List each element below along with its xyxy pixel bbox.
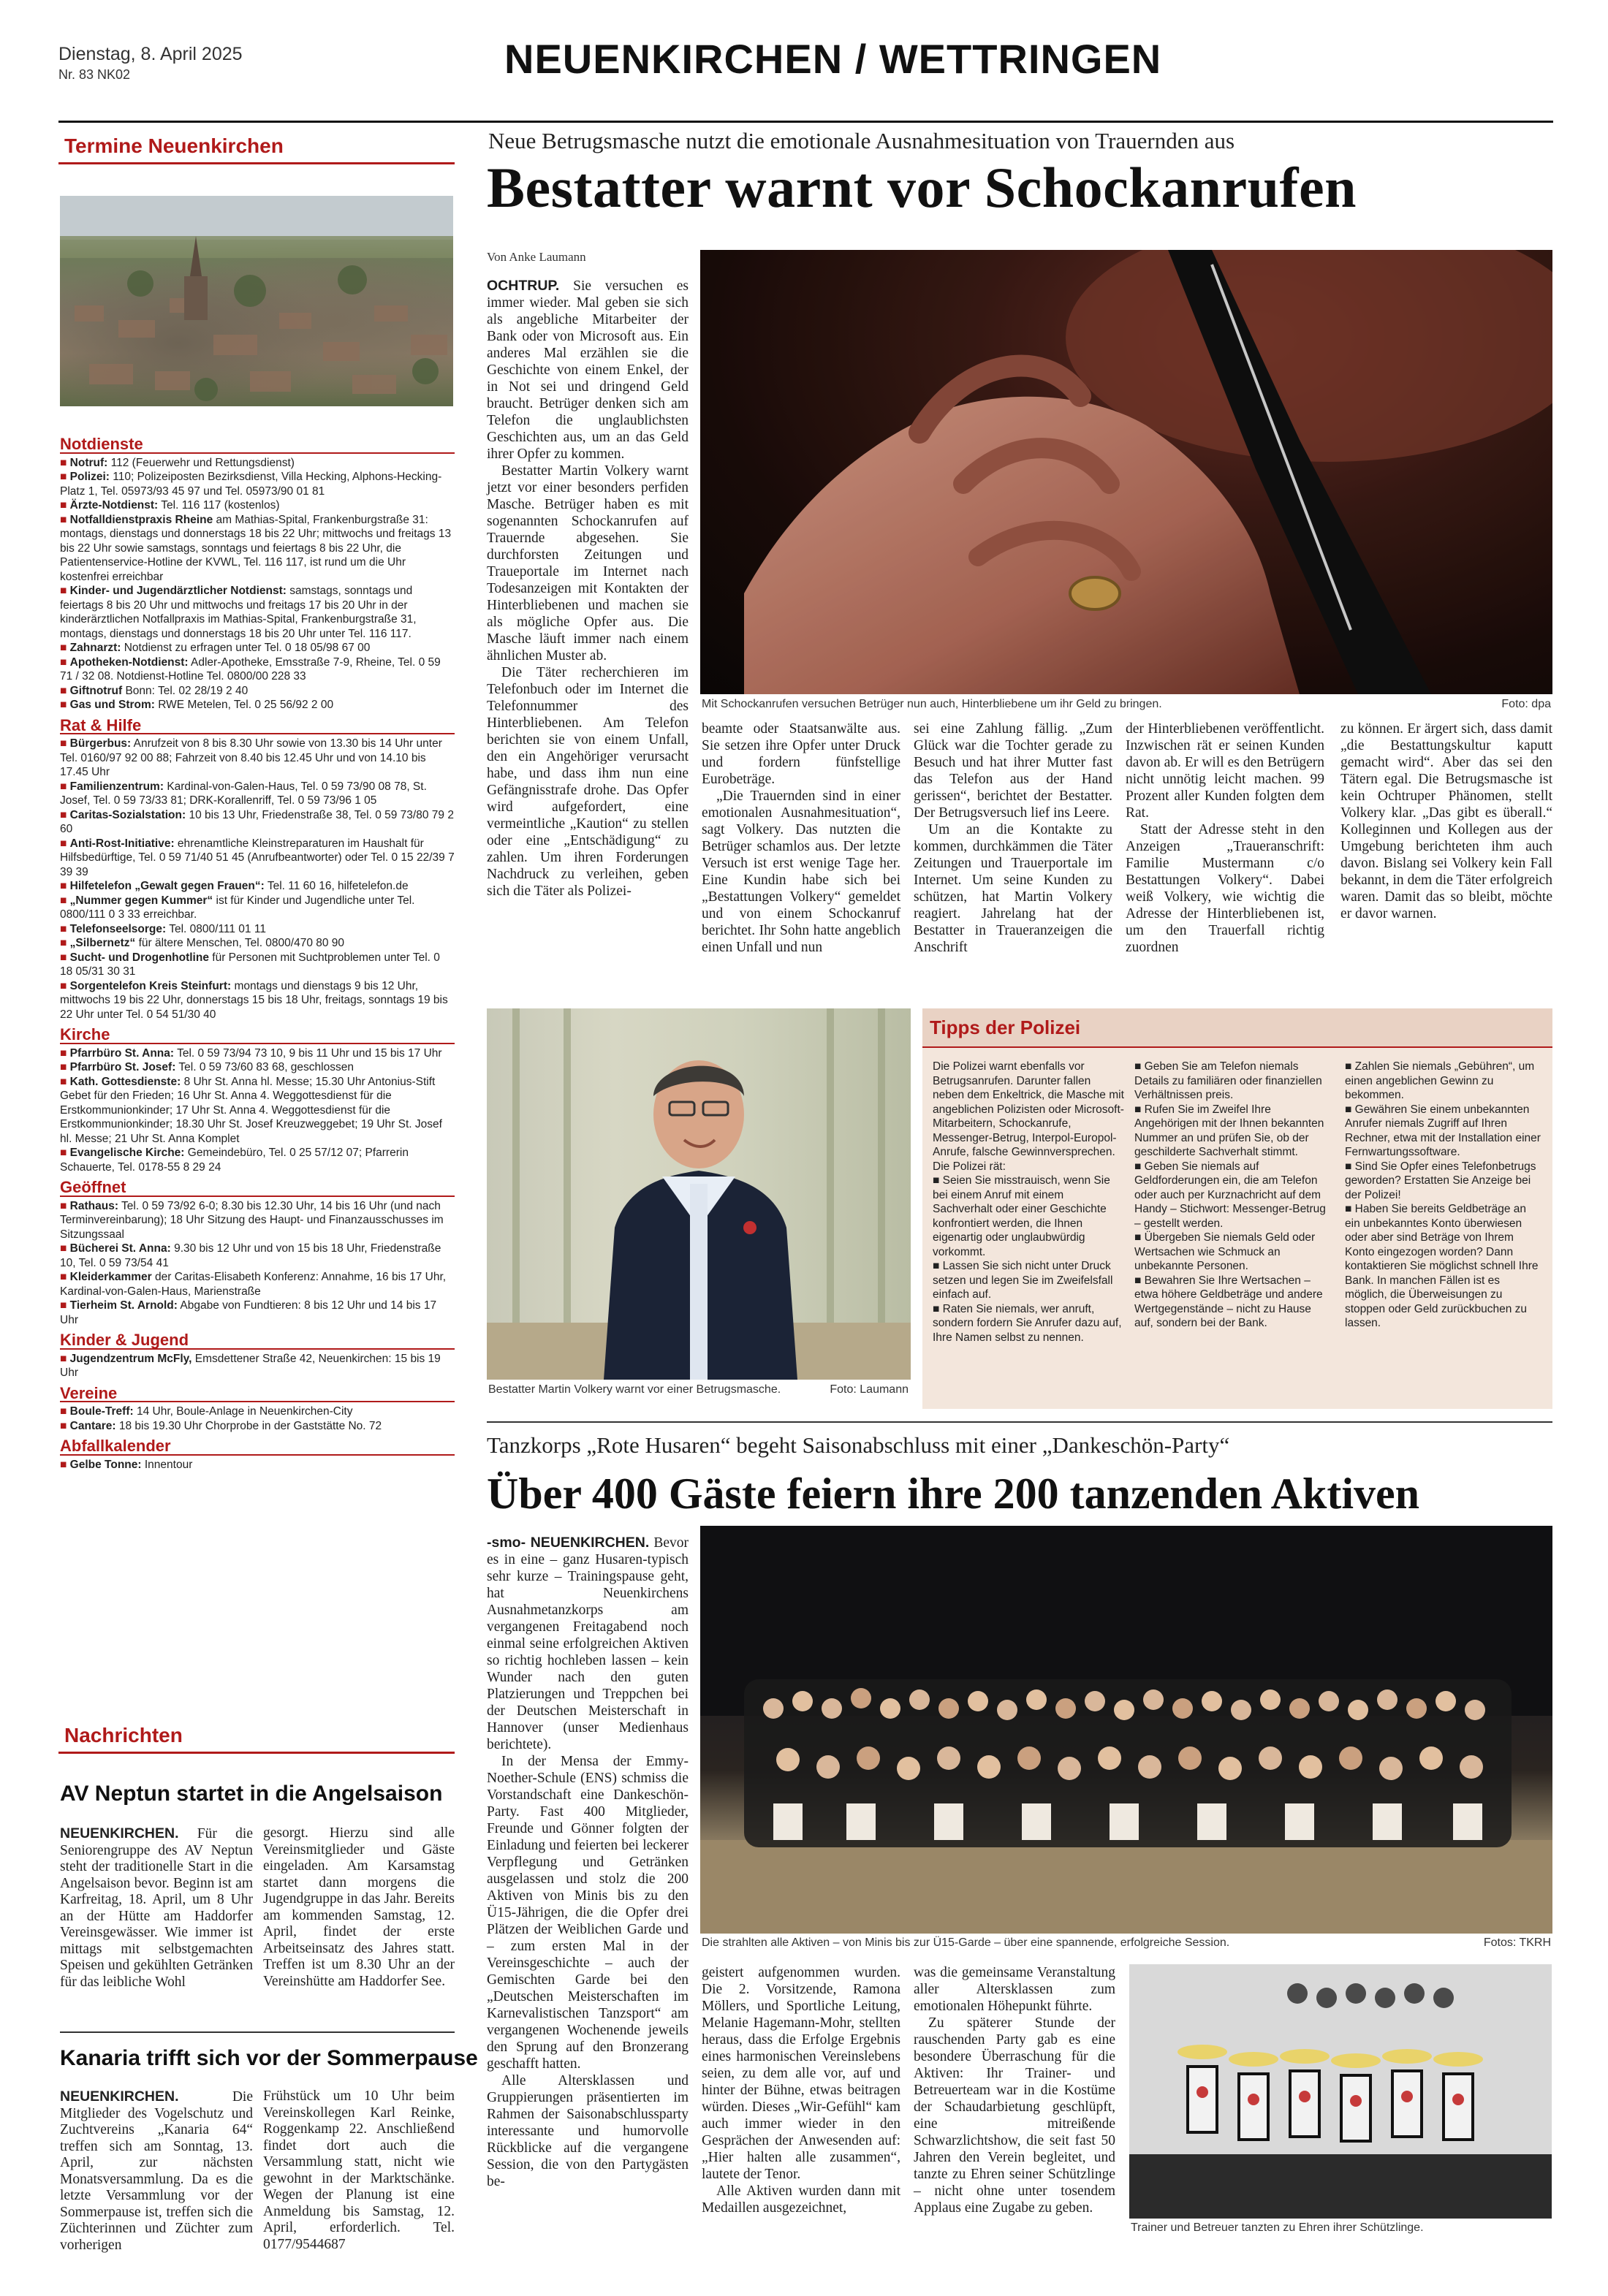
notice-text: am Mathias-Spital, Frankenburgstraße 31: montags, dienstags und donnerstags 18 bis 22 Uhr; mittwochs und freitags 13 bis 22 Uhr sowie samstags, sonntags und feiertags 8 bis 22 Uhr, die Patientenservice-Hotline der KVWL, Tel. 116 117, ist rund um die Uhr kostenfrei erreichbar [60, 513, 452, 583]
article2-paragraph: geistert aufgenommen wurden. Die 2. Vorsitzende, Ramona Möllers, und Sportliche Leitung, Melanie Hagemann-Mohr, stellten heraus, dass die Erfolge Ergebnis eines harmonischen Vereinslebens seien, zu dem alle vor, auf und hinter der Bühne, etwas beitragen würden. Dieses „Wir-Gefühl“ kam auch immer wieder in den Gesprächen der Anwesenden auf: „Hier halten alle zusammen“, lautete der Tenor. [702, 1965, 900, 2182]
article2-top-rule [487, 1421, 1552, 1423]
article1-kicker: Neue Betrugsmasche nutzt die emotionale Ausnahmesituation von Trauernden aus [488, 128, 1235, 153]
article1-col2 [702, 721, 900, 956]
notice-text: samstags, sonntags und feiertags 8 bis 20 Uhr und mittwochs und freitags 17 bis 20 Uhr in der kinderärztlichen Notfallpraxis im Mathias-Spital, Frankenburgstraße 31, montags, dienstags und donnerstags 18 bis 20 Uhr unter Tel. 116 117. [60, 585, 417, 640]
news-headline-kanaria: Kanaria trifft sich vor der Sommerpause [60, 2046, 478, 2070]
article2-paragraph [487, 1535, 689, 1753]
paragraph-text: Bevor es in eine – ganz Husaren-typisch sehr kurze – Trainingspause geht, hat Neuenkirchens Ausnahmetanzkorps am vergangenen Freitagabend noch einmal seine erfolgreichen Aktiven so richtig hochleben lassen – kein Wunder nach den guten Platzierungen und Treppchen bei der Deutschen Meisterschaft in Hannover (unser Medienhaus berichtete). [487, 1535, 689, 1752]
header-rule [58, 121, 1553, 123]
article1-paragraph: der Hinterbliebenen veröffentlicht. Inzwischen rät er seinen Kunden davon ab. Er will es den Betrügern nicht unnötig leicht machen. 99 Prozent aller Kunden folgten dem Rat. [1126, 721, 1324, 821]
article1-photo-credit: Foto: dpa [1501, 698, 1551, 710]
article2-headline: Über 400 Gäste feiern ihre 200 tanzenden Aktiven [487, 1470, 1420, 1518]
article1-photo-caption-row [702, 698, 1551, 711]
article2-kicker: Tanzkorps „Rote Husaren“ begeht Saisonabschluss mit einer „Dankeschön-Party“ [487, 1432, 1230, 1458]
notice-label: ■ Kleiderkammer [60, 1271, 152, 1283]
article2-photo-caption: Die strahlten alle Aktiven – von Minis bis zur Ü15-Garde – über eine spannende, erfolgreiche Session. [702, 1936, 1230, 1949]
news-dateline: NEUENKIRCHEN. [60, 1825, 179, 1841]
article2-photo-caption-row [702, 1936, 1551, 1950]
police-tips-title: Tipps der Polizei [922, 1008, 1552, 1048]
news-dateline: NEUENKIRCHEN. [60, 2088, 179, 2105]
notice-item [60, 951, 455, 979]
news-divider [60, 2031, 455, 2033]
notice-text: Tel. 0800/111 01 11 [169, 922, 266, 935]
notice-label: ■ Hilfetelefon „Gewalt gegen Frauen“: [60, 880, 265, 892]
notice-text: der Caritas-Elisabeth Konferenz: Annahme, 16 bis 17 Uhr, Kardinal-von-Galen-Haus, Marienstraße [60, 1271, 447, 1298]
notice-label: ■ Sorgentelefon Kreis Steinfurt: [60, 980, 231, 992]
notices-list [60, 431, 455, 1472]
notice-text: Gemeindebüro, Tel. 0 25 57/12 07; Pfarrerin Schauerte, Tel. 0178-55 8 29 24 [60, 1147, 409, 1174]
notice-label: ■ Anti-Rost-Initiative: [60, 837, 175, 850]
article1-paragraph: Statt der Adresse steht in den Anzeigen „Traueranschrift: Familie Mustermann c/o Bestattungen Volkery“. Dabei weiß Volkery, wie wichtig die Adresse der Hinterbliebenen ist, um den Trauerfall richtig zuordnen [1126, 822, 1324, 955]
notice-label: ■ Zahnarzt: [60, 642, 121, 654]
notice-label: ■ Polizei: [60, 471, 110, 483]
hand-phone-illustration [700, 250, 1552, 694]
notice-label: ■ Evangelische Kirche: [60, 1147, 184, 1159]
notice-text: Bonn: Tel. 02 28/19 2 40 [125, 684, 249, 697]
notice-text: 18 bis 19.30 Uhr Chorprobe in der Gaststätte No. 72 [118, 1419, 382, 1432]
header-date: Dienstag, 8. April 2025 [58, 44, 243, 64]
notices-section-geoeffnet [60, 1180, 455, 1327]
notices-section-vereine [60, 1383, 455, 1434]
notice-item [60, 1075, 455, 1147]
notice-label: ■ Sucht- und Drogenhotline [60, 951, 209, 964]
notice-label: ■ Jugendzentrum McFly, [60, 1353, 191, 1365]
article2-paragraph: Alle Aktiven wurden dann mit Medaillen ausgezeichnet, [702, 2183, 900, 2216]
notice-label: ■ Notfalldienstpraxis Rheine [60, 514, 213, 526]
article1-paragraph: zu können. Er ärgert sich, dass damit „die Bestattungskultur kaputt gemacht wird“. Aber das sei den Tätern egal. Die Betrugsmasche ist kein Ochtruper Phänomen, stellt Volkery klar. „Das gibt es überall.“ Kolleginnen und Kollegen aus der Umgebung berichteten ihm auch davon. Bislang sei Volkery kein Fall bekannt, in dem die Täter erfolgreich waren. Damit das so bleibt, möchte er davor warnen. [1340, 721, 1552, 921]
notice-label: ■ Notruf: [60, 457, 107, 469]
notice-item [60, 1419, 455, 1434]
notice-text: 8 Uhr St. Anna hl. Messe; 15.30 Uhr Antonius-Stift Gebet für den Frieden; 16 Uhr St. Anna 4. Weggottesdienst für die Erstkommunionkinder; 17 Uhr St. Anna 4. Weggottesdienst für die Erstkommunionkinder; 18.30 Uhr St. Josef Kreuzweggebet; 19 Uhr St. Josef hl. Messe; 21 Uhr St. Anna Komplet [60, 1075, 442, 1145]
notices-section-kinder-jugend [60, 1333, 455, 1380]
notice-item [60, 1404, 455, 1419]
section-heading: Kirche [60, 1027, 455, 1044]
notice-label: ■ Telefonseelsorge: [60, 923, 166, 935]
notice-item [60, 655, 455, 684]
news-kanaria-col1 [60, 2088, 253, 2254]
notices-section-rat-hilfe [60, 715, 455, 1022]
section-heading: Kinder & Jugend [60, 1333, 455, 1350]
notices-section-kirche [60, 1027, 455, 1174]
notice-label: ■ Familienzentrum: [60, 780, 164, 793]
article1-paragraph: Bestatter Martin Volkery warnt jetzt vor einer besonders perfiden Masche. Betrüger haben es mit sogenannten Schockanrufen auf Trauernde abgesehen. Sie durchforsten Zeitungen und Traueportale im Internet nach Todesanzeigen mit Kontakten der Hinterbliebenen und machen sie als mögliche Opfer aus. Die Masche läuft immer nach einem ähnlichen Muster ab. [487, 463, 689, 664]
news-text: Für die Seniorengruppe des AV Neptun steht der traditionelle Start in die Angelsaison bevor. Beginn ist am Karfreitag, 18. April, um 8 Uhr an der Hütte am Haddorfer Vereinsgewässer. Wie immer ist mittags mit selbstgemachten Speisen und gekühlten Getränken für das leibliche Wohl [60, 1826, 253, 1990]
notice-text: Innentour [144, 1458, 193, 1471]
notice-label: ■ Gas und Strom: [60, 699, 155, 711]
article2-col2 [702, 1964, 900, 2216]
notice-text: Kardinal-von-Galen-Haus, Tel. 0 59 73/90 08 78, St. Josef, Tel. 0 59 73/33 81; DRK-Korallenriff, Tel. 0 59 73/96 1 05 [60, 780, 427, 807]
notice-text: ehrenamtliche Kleinstreparaturen im Haushalt für Hilfsbedürftige, Tel. 0 59 71/40 51 45 (Anrufbeantworter) oder Tel. 0 15 22/39 7 39 39 [60, 837, 455, 878]
notice-item [60, 456, 455, 471]
section-heading: Rat & Hilfe [60, 718, 455, 735]
notice-item [60, 979, 455, 1022]
article2-photo-credit: Fotos: TKRH [1483, 1936, 1551, 1949]
notice-label: ■ Apotheken-Notdienst: [60, 656, 189, 669]
police-tips-col2: ■ Geben Sie am Telefon niemals Details zu familiären oder finanziellen Verhältnissen preis. ■ Rufen Sie im Zweifel Ihre Angehörigen mit der Ihnen bekannten Nummer an und prüfen Sie, ob der geschilderte Sachverhalt stimmt. ■ Geben Sie niemals auf Geldforderungen ein, die am Telefon oder auch per Kurznachricht auf dem Handy – Stichwort: Messenger-Betrug – gestellt werden. ■ Übergeben Sie niemals Geld oder Wertsachen wie Schmuck an unbekannte Personen. ■ Bewahren Sie Ihre Wertsachen – etwa höhere Geldbeträge und andere Wertgegenstände – nicht zu Hause auf, sondern bei der Bank. [1134, 1060, 1326, 1329]
article1-dateline: OCHTRUP. [487, 278, 560, 294]
notice-text: für ältere Menschen, Tel. 0800/470 80 90 [138, 937, 345, 949]
article2-photo2-caption: Trainer und Betreuer tanzten zu Ehren ihrer Schützlinge. [1131, 2221, 1424, 2234]
notice-item [60, 808, 455, 837]
police-tips-col1: Die Polizei warnt ebenfalls vor Betrugsanrufen. Darunter fallen neben dem Enkeltrick, die Masche mit angeblichen Polizisten oder Microsoft-Mitarbeitern, Schockanrufe, Messenger-Betrug, Interpol-Europol-Anrufe, falsche Gewinnversprechen. Die Polizei rät: ■ Seien Sie misstrauisch, wenn Sie bei einem Anruf mit einem Sachverhalt oder einer Geschichte konfrontiert werden, die Ihnen eigenartig oder unglaubwürdig vorkommt. ■ Lassen Sie sich nicht unter Druck setzen und legen Sie im Zweifelsfall einfach auf. ■ Raten Sie niemals, wer anruft, sondern fordern Sie Anrufer dazu auf, Ihre Namen selbst zu nennen. [933, 1060, 1124, 1344]
notice-label: ■ Tierheim St. Arnold: [60, 1299, 178, 1312]
notice-text: Emsdettener Straße 42, Neuenkirchen: 15 bis 19 Uhr [60, 1352, 441, 1379]
article1-col5 [1340, 721, 1552, 922]
notice-label: ■ Giftnotruf [60, 685, 122, 697]
notice-label: ■ Pfarrbüro St. Josef: [60, 1061, 175, 1073]
notice-item [60, 470, 455, 498]
notice-item [60, 737, 455, 780]
notice-label: ■ Rathaus: [60, 1200, 118, 1212]
article1-col4 [1126, 721, 1324, 956]
volkery-photo-credit: Foto: Laumann [830, 1383, 909, 1396]
notice-item [60, 641, 455, 655]
notice-item [60, 684, 455, 699]
notices-section-abfallkalender [60, 1439, 455, 1472]
article2-paragraph: Zu späterer Stunde der rauschenden Party gab es eine besondere Überraschung für die Aktiven: Ihr Trainer- und Betreuerteam war in die Kostüme der Schaudarbietung geschlüpft, eine mitreißende Schwarzlichtshow, die seit fast 50 Jahren den Verein begleitet, und tanzte zu Ehren seiner Schützlinge – nicht ohne unter tosendem Applaus eine Zugabe zu geben. [914, 2015, 1115, 2216]
notices-section-notdienste [60, 437, 455, 712]
notice-item [60, 922, 455, 937]
article2-paragraph: In der Mensa der Emmy-Noether-Schule (ENS) schmiss die Vorstandschaft eine Dankeschön-Party. Fast 400 Mitglieder, Freunde und Gönner folgten der Einladung und feierten bei leckerer Verpflegung und Getränken ausgelassen und stolz die 200 Aktiven von Minis bis zu den Ü15-Jährigen, die die Opfer drei Plätzen der Weiblichen Garde und – zum ersten Mal in der Vereinsgeschichte – auch der Gemischten Garde bei den „Deutschen Meisterschaften im Karnevalistischen Tanzsport“ am vergangenen Wochenende jeweils den Sprung auf den Bronzerang geschafft hatten. [487, 1754, 689, 2072]
article2-col1 [487, 1535, 689, 2190]
notice-text: 112 (Feuerwehr und Rettungsdienst) [110, 456, 295, 469]
notice-item [60, 879, 455, 894]
article1-col3 [914, 721, 1112, 956]
article1-col1 [487, 278, 689, 900]
notice-item [60, 1046, 455, 1061]
notice-label: ■ Caritas-Sozialstation: [60, 809, 186, 821]
notice-text: Abgabe von Fundtieren: 8 bis 12 Uhr und 14 bis 17 Uhr [60, 1299, 437, 1326]
notice-label: ■ Cantare: [60, 1420, 116, 1432]
notice-item [60, 513, 455, 585]
notice-text: Tel. 0 59 73/92 6-0; 8.30 bis 12.30 Uhr, 14 bis 16 Uhr (und nach Terminvereinbarung); 18 Uhr Sitzung des Haupt- und Finanzausschusses im Sitzungssaal [60, 1199, 444, 1241]
notice-item [60, 1270, 455, 1299]
nachrichten-title: Nachrichten [58, 1722, 455, 1754]
notice-item [60, 1199, 455, 1242]
town-aerial-photo [60, 196, 453, 406]
notice-text: für Personen mit Suchtproblemen unter Tel. 0 18 05/31 30 31 [60, 951, 440, 978]
notice-item [60, 1352, 455, 1380]
notice-text: ist für Kinder und Jugendliche unter Tel. 0800/111 0 3 33 erreichbar. [60, 894, 415, 921]
police-tips-col3: ■ Zahlen Sie niemals „Gebühren“, um einen angeblichen Gewinn zu bekommen. ■ Gewähren Sie einem unbekannten Anrufer niemals Zugriff auf Ihren Rechner, etwa mit der Installation einer Fernwartungssoftware. ■ Sind Sie Opfer eines Telefonbetrugs geworden? Erstatten Sie Anzeige bei der Polizei! ■ Haben Sie bereits Geldbeträge an ein unbekanntes Konto überwiesen oder aber sind Beträge von Ihrem Konto eingezogen worden? Dann kontaktieren Sie möglichst schnell Ihre Bank. In manchen Fällen ist es möglich, die Überweisungen zu stoppen oder Geld zurückbuchen zu lassen. [1345, 1060, 1541, 1329]
header-issue: Nr. 83 NK02 [58, 67, 131, 82]
notice-label: ■ Kinder- und Jugendärztlicher Notdienst: [60, 585, 287, 597]
hand-phone-photo [700, 250, 1552, 694]
notice-text: 9.30 bis 12 Uhr und von 15 bis 18 Uhr, Friedenstraße 10, Tel. 0 59 73/54 41 [60, 1242, 441, 1269]
section-title: NEUENKIRCHEN / WETTRINGEN [504, 36, 1162, 82]
article2-paragraph: Alle Altersklassen und Gruppierungen präsentierten im Rahmen der Saisonabschlussparty interessante und humorvolle Rückblicke auf die vergangene Session, die von den Partygästen be- [487, 2073, 689, 2189]
news-av-neptun-col2: gesorgt. Hierzu sind alle Vereinsmitglieder und Gäste eingeladen. Am Karsamstag startet dann morgens die Jugendgruppe in das Jahr. Bereits am kommenden Samstag, 12. April, findet der erste Arbeitseinsatz des Jahres statt. Treffen ist um 8.30 Uhr an der Vereinshütte am Haddorfer See. [263, 1825, 455, 1989]
article1-headline: Bestatter warnt vor Schockanrufen [487, 156, 1357, 219]
notice-label: ■ Bücherei St. Anna: [60, 1242, 171, 1255]
notice-text: Anrufzeit von 8 bis 8.30 Uhr sowie von 13.30 bis 14 Uhr unter Tel. 0160/97 92 00 88; Fahrzeit von 8.40 bis 12.45 Uhr und von 14.10 bis 17.45 Uhr [60, 737, 442, 778]
notice-item [60, 837, 455, 880]
trainers-dance-illustration [1129, 1964, 1552, 2219]
section-heading: Abfallkalender [60, 1439, 455, 1456]
volkery-portrait-illustration [487, 1008, 911, 1380]
section-heading: Vereine [60, 1386, 455, 1403]
notice-text: montags und dienstags 9 bis 12 Uhr, mittwochs 19 bis 22 Uhr, donnerstags 15 bis 18 Uhr, freitags, sonntags 19 bis 22 Uhr unter Tel. 0 54 51/30 40 [60, 979, 448, 1021]
article1-photo-caption: Mit Schockanrufen versuchen Betrüger nun auch, Hinterbliebene um ihr Geld zu bringen. [702, 698, 1162, 710]
news-headline-av-neptun: AV Neptun startet in die Angelsaison [60, 1782, 443, 1806]
notice-item [60, 936, 455, 951]
notice-item [60, 894, 455, 922]
notice-label: ■ Kath. Gottesdienste: [60, 1076, 181, 1088]
notice-text: Adler-Apotheke, Emsstraße 7-9, Rheine, Tel. 0 59 71 / 32 08. Notdienst-Hotline Tel. 0800/00 228 33 [60, 655, 441, 683]
notice-label: ■ Gelbe Tonne: [60, 1459, 142, 1471]
notice-text: 14 Uhr, Boule-Anlage in Neuenkirchen-City [136, 1405, 353, 1418]
group-photo-dancers [700, 1526, 1552, 1934]
notice-text: Tel. 0 59 73/60 83 68, geschlossen [178, 1061, 354, 1073]
article1-paragraph: „Die Trauernden sind in einer emotionalen Ausnahmesituation“, sagt Volkery. Das nutzten die Betrüger schamlos aus. Der letzte Versuch ist erst wenige Tage her. Eine Kundin habe sich bei „Bestattungen Volkery“ gemeldet und von einem Schockanruf berichtet. Ihr Sohn hatte angeblich einen Unfall und nun [702, 788, 900, 955]
article2-dateline: -smo- NEUENKIRCHEN. [487, 1535, 650, 1551]
notice-item [60, 584, 455, 641]
notice-label: ■ „Silbernetz“ [60, 937, 135, 949]
notice-label: ■ Boule-Treff: [60, 1405, 134, 1418]
notice-item [60, 1299, 455, 1327]
article1-paragraph: Um an die Kontakte zu kommen, durchkämmen die Täter Zeitungen und Trauerportale im Internet. Um seine Kunden zu schützen, hat Martin Volkery reagiert. Jahrelang hat der Bestatter in Traueranzeigen die Anschrift [914, 822, 1112, 955]
notice-text: 110; Polizeiposten Bezirksdienst, Villa Hecking, Alphons-Hecking-Platz 1, Tel. 05973/93 45 97 und Tel. 05973/90 01 81 [60, 471, 442, 498]
article2-paragraph: was die gemeinsame Veranstaltung aller Altersklassen zum emotionalen Höhepunkt führte. [914, 1965, 1115, 2014]
article1-paragraph: sei eine Zahlung fällig. „Zum Glück war die Tochter gerade zu Besuch und hat ihrer Mutter fast das Telefon aus der Hand gerissen“, berichtet der Bestatter. Der Betrugsversuch lief ins Leere. [914, 721, 1112, 821]
termine-title: Termine Neuenkirchen [58, 133, 455, 164]
notice-text: Tel. 116 117 (kostenlos) [161, 499, 280, 512]
news-av-neptun-col1 [60, 1825, 253, 1991]
notice-item [60, 1458, 455, 1472]
paragraph-text: Sie versuchen es immer wieder. Mal geben sie sich als angebliche Mitarbeiter der Bank oder von Microsoft aus. Ein anderes Mal erzählen sie die Geschichte von einem Enkel, der in Not sei und dringend Geld braucht. Betrüger denken sich am Telefon die unglaublichsten Geschichten aus, um an das Geld ihrer Opfer zu kommen. [487, 278, 689, 462]
notice-item [60, 1146, 455, 1174]
section-heading: Geöffnet [60, 1180, 455, 1197]
group-photo-illustration [700, 1526, 1552, 1934]
article1-paragraph: Die Täter recherchieren im Telefonbuch oder im Internet die Telefonnummer des Hinterbliebenen. Am Telefon berichten sie von einem Unfall, den ein Angehöriger verursacht habe, und dass ihm nun eine Gefängnisstrafe drohe. Das Opfer wird aufgefordert, eine vermeintliche „Kaution“ zu stellen oder eine „Entschädigung“ zu zahlen. Um ihren Forderungen Nachdruck zu verleihen, geben sich die Täter als Polizei- [487, 665, 689, 899]
article1-byline: Von Anke Laumann [487, 250, 586, 264]
notice-text: RWE Metelen, Tel. 0 25 56/92 2 00 [158, 699, 334, 711]
volkery-caption-row [488, 1383, 909, 1396]
volkery-photo-caption: Bestatter Martin Volkery warnt vor einer Betrugsmasche. [488, 1383, 781, 1396]
notice-item [60, 498, 455, 513]
notice-item [60, 780, 455, 808]
notice-text: Tel. 11 60 16, hilfetelefon.de [267, 880, 409, 892]
notice-item [60, 1242, 455, 1270]
article1-paragraph [487, 278, 689, 463]
news-text: Die Mitglieder des Vogelschutz und Zuchtvereins „Kanaria 64“ treffen sich am Sonntag, 13. April, zur nächsten Monatsversammlung. Da es die letzte Versammlung vor der Sommerpause ist, treffen sich die Züchterinnen und Züchter zum vorherigen [60, 2089, 253, 2253]
notice-text: Tel. 0 59 73/94 73 10, 9 bis 11 Uhr und 15 bis 17 Uhr [177, 1046, 442, 1060]
news-kanaria-col2: Frühstück um 10 Uhr beim Vereinskollegen Karl Reinke, Roggenkamp 22. Anschließend findet dort auch die Versammlung statt, nicht wie gewohnt in der Marktschänke. Wegen der Planung ist eine Anmeldung bis Samstag, 12. April, erforderlich. Tel. 0177/9544687 [263, 2088, 455, 2252]
notice-label: ■ „Nummer gegen Kummer“ [60, 894, 213, 907]
article2-col3 [914, 1964, 1115, 2216]
article1-paragraph: beamte oder Staatsanwälte aus. Sie setzen ihre Opfer unter Druck und fordern fünfstellige Eurobeträge. [702, 721, 900, 787]
trainers-dance-photo [1129, 1964, 1552, 2219]
notice-item [60, 698, 455, 712]
notice-label: ■ Bürgerbus: [60, 737, 131, 750]
notice-label: ■ Pfarrbüro St. Anna: [60, 1047, 174, 1060]
notice-item [60, 1060, 455, 1075]
town-aerial-illustration [60, 196, 453, 406]
section-heading: Notdienste [60, 437, 455, 454]
notice-label: ■ Ärzte-Notdienst: [60, 499, 158, 512]
notice-text: Notdienst zu erfragen unter Tel. 0 18 05/98 67 00 [124, 642, 371, 654]
notice-text: 10 bis 13 Uhr, Friedenstraße 38, Tel. 0 59 73/80 79 2 60 [60, 808, 454, 835]
volkery-portrait-photo [487, 1008, 911, 1380]
